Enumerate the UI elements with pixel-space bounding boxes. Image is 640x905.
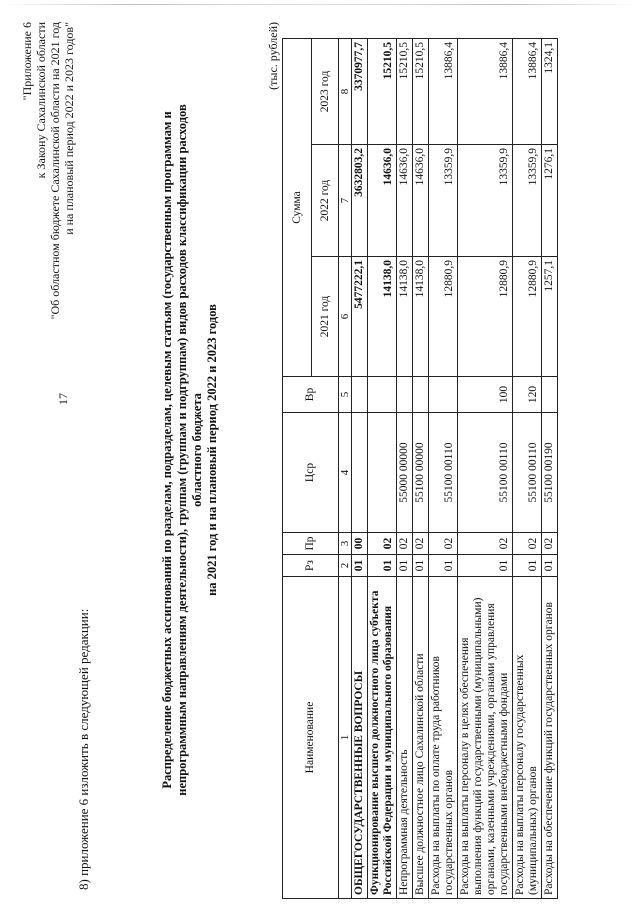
units-label: (тыс. рублей) <box>266 22 280 90</box>
row-2023-value: 13886,4 <box>429 38 458 144</box>
row-rz-cell: 01 <box>397 555 413 577</box>
row-name-cell: Расходы на выплаты по оплате труда работников государственных органов <box>429 577 458 899</box>
index-cell: 3 <box>339 533 352 555</box>
row-csr-cell: 55100 00190 <box>542 413 558 533</box>
table-row <box>413 38 429 898</box>
row-csr-cell <box>352 413 368 533</box>
header-year-2023: 2023 год <box>312 38 339 144</box>
row-name-cell: Расходы на обеспечение функций государственных органов <box>542 577 558 899</box>
row-2022-value: 13359,9 <box>458 145 513 257</box>
row-2022-value: 14636,0 <box>413 145 429 257</box>
row-2021-value: 12880,9 <box>458 257 513 377</box>
row-2022-value: 13359,9 <box>513 145 542 257</box>
header-pr: Пр <box>283 533 339 555</box>
row-pr-cell: 02 <box>458 533 513 555</box>
header-sum: Сумма <box>283 38 312 376</box>
row-2022-value: 14636,0 <box>397 145 413 257</box>
title-line: Распределение бюджетных ассигнований по разделам, подразделам, целевым статьям (государственным программам и <box>160 111 174 789</box>
header-year-2022: 2022 год <box>312 145 339 257</box>
row-vr-cell <box>397 377 413 413</box>
row-vr-cell <box>413 377 429 413</box>
row-name-cell: Функционирование высшего должностного лица субъекта Российской Федерации и муниципального образования <box>368 577 397 899</box>
row-2021-value: 1257,1 <box>542 257 558 377</box>
row-name-cell: ОБЩЕГОСУДАРСТВЕННЫЕ ВОПРОСЫ <box>352 577 368 899</box>
row-2022-value: 14636,0 <box>368 145 397 257</box>
row-2021-value: 14138,0 <box>397 257 413 377</box>
title-line: на 2021 год и на плановый период 2022 и 2023 годов <box>205 304 219 596</box>
annex-line: "Приложение 6 <box>20 22 34 101</box>
table-row <box>542 38 558 898</box>
row-vr-cell <box>368 377 397 413</box>
row-rz-cell: 01 <box>352 555 368 577</box>
index-cell: 4 <box>339 413 352 533</box>
table-body <box>339 38 558 898</box>
row-csr-cell: 55100 00110 <box>458 413 513 533</box>
row-2022-value: 3632803,2 <box>352 145 368 257</box>
table-row <box>352 38 368 898</box>
row-csr-cell: 55000 00000 <box>397 413 413 533</box>
row-csr-cell: 55100 00000 <box>413 413 429 533</box>
row-rz-cell: 01 <box>513 555 542 577</box>
index-cell: 1 <box>339 577 352 899</box>
row-2021-value: 14138,0 <box>413 257 429 377</box>
row-vr-cell <box>352 377 368 413</box>
row-2023-value: 13886,4 <box>458 38 513 144</box>
annex-line: и на плановый период 2022 и 2023 годов" <box>62 22 76 235</box>
row-2023-value: 15210,5 <box>413 38 429 144</box>
row-2021-value: 14138,0 <box>368 257 397 377</box>
header-name: Наименование <box>283 577 339 899</box>
intro-text: 8) приложение 6 изложить в следующей редакции: <box>76 608 91 890</box>
row-2022-value: 13359,9 <box>429 145 458 257</box>
row-pr-cell: 02 <box>413 533 429 555</box>
row-rz-cell: 01 <box>458 555 513 577</box>
index-cell: 2 <box>339 555 352 577</box>
index-cell: 5 <box>339 377 352 413</box>
row-2023-value: 13886,4 <box>513 38 542 144</box>
row-csr-cell <box>368 413 397 533</box>
annex-line: "Об областном бюджете Сахалинской области на 2021 год <box>48 22 62 320</box>
annex-header <box>20 22 76 382</box>
row-rz-cell: 01 <box>542 555 558 577</box>
row-2022-value: 1276,1 <box>542 145 558 257</box>
row-pr-cell: 00 <box>352 533 368 555</box>
row-2023-value: 1324,1 <box>542 38 558 144</box>
row-pr-cell: 02 <box>368 533 397 555</box>
row-csr-cell: 55100 00110 <box>513 413 542 533</box>
header-csr: Цср <box>283 413 339 533</box>
index-cell: 7 <box>339 145 352 257</box>
table-row <box>458 38 513 898</box>
row-vr-cell: 100 <box>458 377 513 413</box>
row-2023-value: 15210,5 <box>368 38 397 144</box>
column-index-row <box>339 38 352 898</box>
row-rz-cell: 01 <box>368 555 397 577</box>
row-2021-value: 12880,9 <box>513 257 542 377</box>
budget-table <box>282 38 558 899</box>
row-name-cell: Расходы на выплаты персоналу в целях обеспечения выполнения функций государственными (муниципальными) органами, казенными учреждениями, органами управления государственными внебюджетными фондами <box>458 577 513 899</box>
header-vr: Вр <box>283 377 339 413</box>
index-cell: 8 <box>339 38 352 144</box>
row-name-cell: Расходы на выплаты персоналу государственных (муниципальных) органов <box>513 577 542 899</box>
table-row <box>513 38 542 898</box>
row-vr-cell <box>429 377 458 413</box>
row-csr-cell: 55100 00110 <box>429 413 458 533</box>
table-row <box>397 38 413 898</box>
row-vr-cell: 120 <box>513 377 542 413</box>
row-name-cell: Непрограммная деятельность <box>397 577 413 899</box>
index-cell: 6 <box>339 257 352 377</box>
header-year-2021: 2021 год <box>312 257 339 377</box>
row-2023-value: 3370977,7 <box>352 38 368 144</box>
row-2021-value: 12880,9 <box>429 257 458 377</box>
table-row <box>429 38 458 898</box>
row-2021-value: 5477222,1 <box>352 257 368 377</box>
row-2023-value: 15210,5 <box>397 38 413 144</box>
title-line: областного бюджета <box>190 393 204 507</box>
row-rz-cell: 01 <box>413 555 429 577</box>
row-pr-cell: 02 <box>513 533 542 555</box>
page-number: 17 <box>56 393 70 405</box>
row-pr-cell: 02 <box>397 533 413 555</box>
table-row <box>368 38 397 898</box>
document-title <box>160 65 220 835</box>
header-rz: Рз <box>283 555 339 577</box>
annex-line: к Закону Сахалинской области <box>34 22 48 179</box>
row-pr-cell: 02 <box>542 533 558 555</box>
row-rz-cell: 01 <box>429 555 458 577</box>
row-name-cell: Высшее должностное лицо Сахалинской области <box>413 577 429 899</box>
row-pr-cell: 02 <box>429 533 458 555</box>
row-vr-cell <box>542 377 558 413</box>
title-line: непрограммным направлениям деятельности), группам (группам и подгруппам) видов расходов классификации расходов <box>175 104 189 796</box>
